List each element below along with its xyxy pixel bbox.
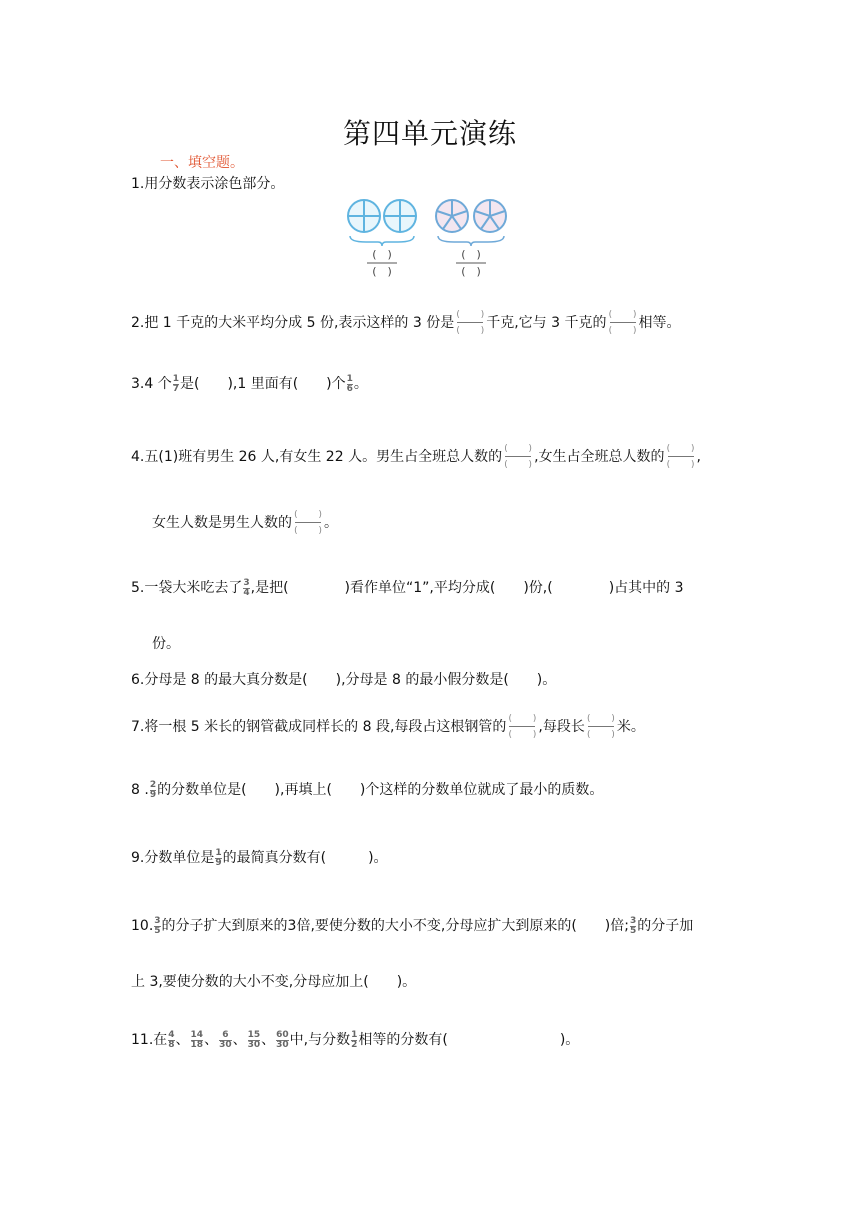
answer-blank-right-bottom: ( ) [461,265,481,278]
separator: 、 [232,1032,247,1048]
q11-text-a: 11.在 [131,1032,168,1048]
fraction: $\frac{3}{5}$ [154,915,161,936]
q7-text-c: 米。 [616,719,645,735]
q4-text-e: 。 [324,515,338,531]
fraction: $\frac{2}{9}$ [149,779,157,800]
fraction-figure [340,194,520,284]
q3-text-b: 是( ),1 里面有( )个 [179,376,346,392]
question-2 [131,308,681,338]
q5-text-c: 份。 [152,636,180,652]
q11-text-b: 中,与分数 [289,1032,351,1048]
q1-text: 1.用分数表示涂色部分。 [131,176,285,192]
question-4 [131,442,701,472]
fraction: $\frac{60}{30}$ [276,1029,289,1050]
page-title: 第四单元演练 [342,117,517,150]
q10-text-b: 的分子扩大到原来的3倍,要使分数的大小不变,分母应扩大到原来的( )倍; [161,918,629,934]
fraction: $\frac{1}{2}$ [351,1029,358,1050]
question-8 [131,780,603,800]
fraction: $\frac{1}{6}$ [346,373,353,394]
q9-text-b: 的最简真分数有( )。 [222,850,388,866]
fraction: $\frac{3}{4}$ [243,577,250,598]
fraction: $\frac{1}{7}$ [172,373,179,394]
blank-fraction[interactable]: ( ) ( ) [665,444,696,470]
fraction: $\frac{14}{18}$ [190,1029,204,1050]
circle-group-left [348,200,416,232]
q2-text-b: 千克,它与 3 千克的 [486,315,607,331]
separator: 、 [204,1032,219,1048]
brace-left [350,236,414,246]
blank-fraction[interactable]: ( ) ( ) [455,310,486,336]
circle-group-right [436,200,506,232]
fraction: $\frac{6}{30}$ [219,1029,232,1050]
blank-fraction[interactable]: ( ) ( ) [585,714,616,740]
answer-blank-left-top: ( ) [372,248,392,261]
q11-text-c: 相等的分数有( )。 [358,1032,580,1048]
q10-text-a: 10. [131,918,154,934]
question-1 [131,174,284,194]
question-10 [131,916,693,936]
question-6 [131,670,556,690]
q7-text-b: ,每段长 [538,719,585,735]
separator: 、 [175,1032,190,1048]
q4-text-c: , [696,449,701,465]
q2-text-a: 2.把 1 千克的大米平均分成 5 份,表示这样的 3 份是 [131,315,455,331]
blank-fraction[interactable]: ( ) ( ) [507,714,538,740]
q4-text-a: 4.五(1)班有男生 26 人,有女生 22 人。男生占全班总人数的 [131,449,503,465]
blank-fraction[interactable]: ( ) ( ) [503,444,534,470]
answer-blank-right-top: ( ) [461,248,481,261]
question-5 [131,578,684,598]
q7-text-a: 7.将一根 5 米长的钢管截成同样长的 8 段,每段占这根钢管的 [131,719,507,735]
q8-text-a: 8 . [131,782,149,798]
question-7 [131,712,645,742]
answer-blank-left-bottom: ( ) [372,265,392,278]
q5-text-b: ,是把( )看作单位“1”,平均分成( )份,( )占其中的 3 [250,580,684,596]
q10-text-d: 上 3,要使分数的大小不变,分母应加上( )。 [131,974,417,990]
question-10-cont [131,972,416,992]
q4-text-b: ,女生占全班总人数的 [534,449,665,465]
question-5-cont [152,634,180,654]
q5-text-a: 5.一袋大米吃去了 [131,580,243,596]
q8-text-b: 的分数单位是( ),再填上( )个这样的分数单位就成了最小的质数。 [157,782,604,798]
separator: 、 [261,1032,276,1048]
brace-right [438,236,504,246]
section-heading: 一、填空题。 [160,155,244,171]
fraction: $\frac{15}{30}$ [247,1029,261,1050]
q9-text-a: 9.分数单位是 [131,850,215,866]
q3-text-c: 。 [353,376,368,392]
blank-fraction[interactable]: ( ) ( ) [607,310,638,336]
blank-fraction[interactable]: ( ) ( ) [293,510,323,536]
q2-text-c: 相等。 [638,315,681,331]
fraction: $\frac{3}{5}$ [629,915,637,936]
q10-text-c: 的分子加 [637,918,694,934]
q4-text-d: 女生人数是男生人数的 [152,515,292,531]
question-9 [131,848,388,868]
question-3 [131,374,368,394]
q3-text-a: 3.4 个 [131,376,172,392]
fraction: $\frac{4}{8}$ [168,1029,175,1050]
question-11 [131,1030,579,1050]
q6-text: 6.分母是 8 的最大真分数是( ),分母是 8 的最小假分数是( )。 [131,672,557,688]
fraction: $\frac{1}{9}$ [215,847,222,868]
question-4-cont [152,508,338,538]
